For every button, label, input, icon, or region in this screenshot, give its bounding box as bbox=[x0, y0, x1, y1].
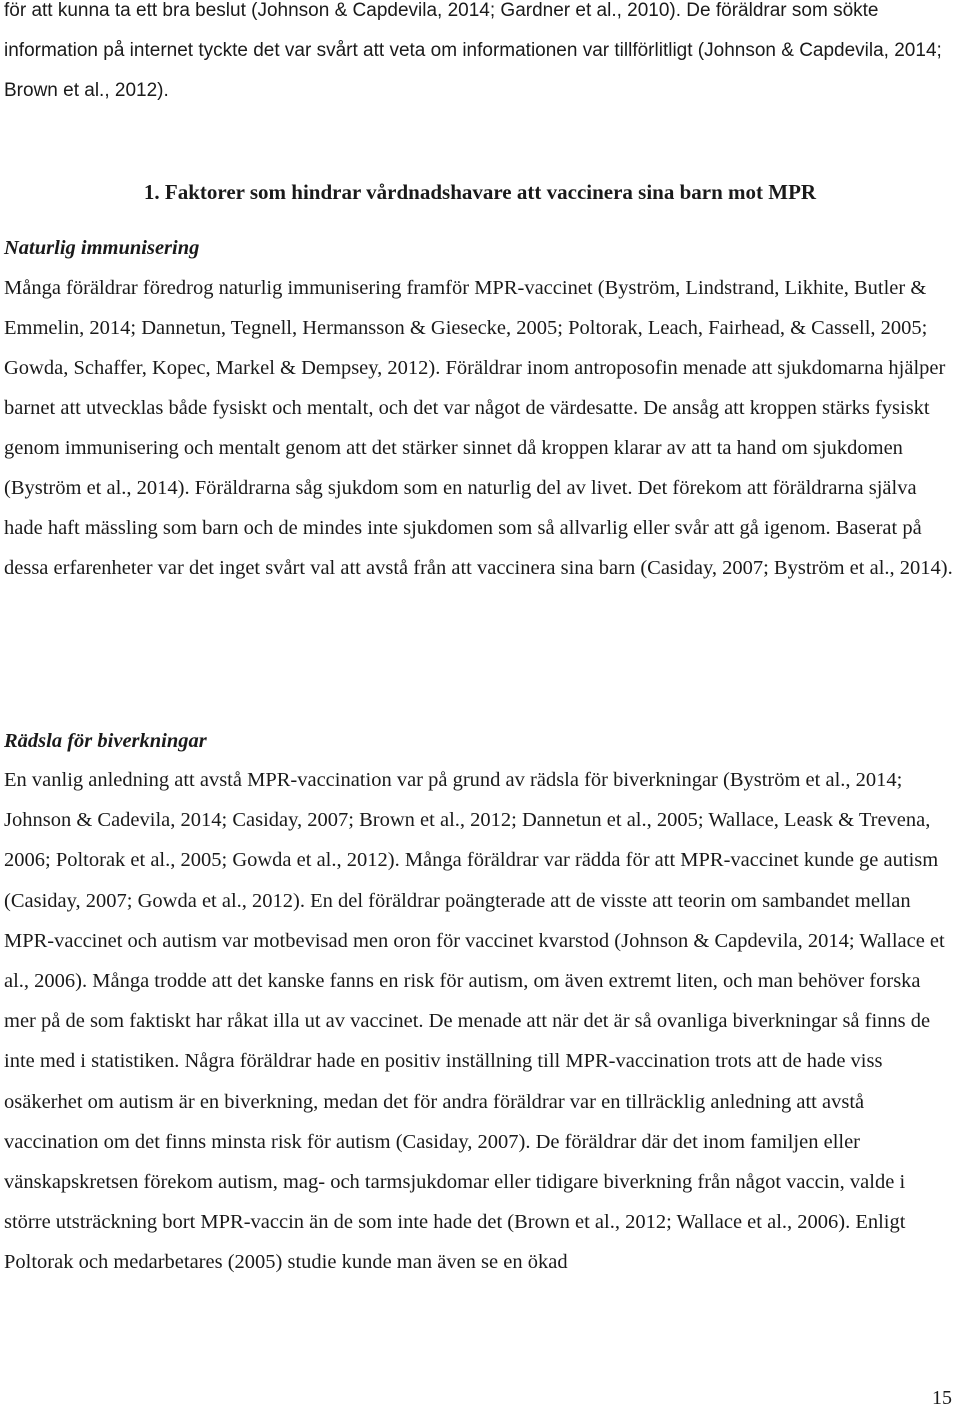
subheading-radsla-for-biverkningar: Rädsla för biverkningar bbox=[4, 730, 207, 752]
paragraph-naturlig-immunisering: Många föräldrar föredrog naturlig immunisering framför MPR-vaccinet (Byström, Lindstrand, Likhite, Butler & Emmelin, 2014; Dannetun, Tegnell, Hermansson & Giesecke, 2005; Poltorak, Leach, Fairhead, & Cassell, 2005; Gowda, Schaffer, Kopec, Markel & Dempsey, 2012). Föräldrar inom antroposofin menade att sjukdomarna hjälper barnet att utvecklas både fysiskt och mentalt, och det var något de värdesatte. De ansåg att kroppen stärks fysiskt genom immunisering och mentalt genom att det stärker sinnet då kroppen klarar av att ta hand om sjukdomen (Byström et al., 2014). Föräldrarna såg sjukdom som en naturlig del av livet. Det förekom att föräldrarna själva hade haft mässling som barn och de mindes inte sjukdomen som så allvarlig eller svår att gå igenom. Baserat på dessa erfarenheter var det inget svårt val att avstå från att vaccinera sina barn (Casiday, 2007; Byström et al., 2014). bbox=[4, 277, 953, 579]
page-number: 15 bbox=[932, 1387, 952, 1409]
intro-paragraph: för att kunna ta ett bra beslut (Johnson & Capdevila, 2014; Gardner et al., 2010). De föräldrar som sökte information på internet tyckte det var svårt att veta om informationen var tillförlitligt (Johnson & Capdevila, 2014; Brown et al., 2012). bbox=[4, 0, 942, 101]
subheading-naturlig-immunisering: Naturlig immunisering bbox=[4, 237, 200, 259]
paragraph-radsla-for-biverkningar: En vanlig anledning att avstå MPR-vaccination var på grund av rädsla för biverkningar (Byström et al., 2014; Johnson & Cadevila, 2014; Casiday, 2007; Brown et al., 2012; Dannetun et al., 2005; Wallace, Leask & Trevena, 2006; Poltorak et al., 2005; Gowda et al., 2012). Många föräldrar var rädda för att MPR-vaccinet kunde ge autism (Casiday, 2007; Gowda et al., 2012). En del föräldrar poängterade att de visste att teorin om sambandet mellan MPR-vaccinet och autism var motbevisad men oron för vaccinet kvarstod (Johnson & Capdevila, 2014; Wallace et al., 2006). Många trodde att det kanske fanns en risk för autism, om även extremt liten, och man behöver forska mer på de som faktiskt har råkat illa ut av vaccinet. De menade att när det är så ovanliga biverkningar så finns de inte med i statistiken. Några föräldrar hade en positiv inställning till MPR-vaccination trots att de hade viss osäkerhet om autism är en biverkning, medan det för andra föräldrar var en tillräcklig anledning att avstå vaccination om det finns minsta risk för autism (Casiday, 2007). De föräldrar där det inom familjen eller vänskapskretsen förekom autism, mag- och tarmsjukdomar eller tidigare biverkning från något vaccin, valde i större utsträckning bort MPR-vaccin än de som inte hade det (Brown et al., 2012; Wallace et al., 2006). Enligt Poltorak och medarbetares (2005) studie kunde man även se en ökad bbox=[4, 769, 945, 1274]
section-heading: 1. Faktorer som hindrar vårdnadshavare att vaccinera sina barn mot MPR bbox=[143, 180, 817, 204]
